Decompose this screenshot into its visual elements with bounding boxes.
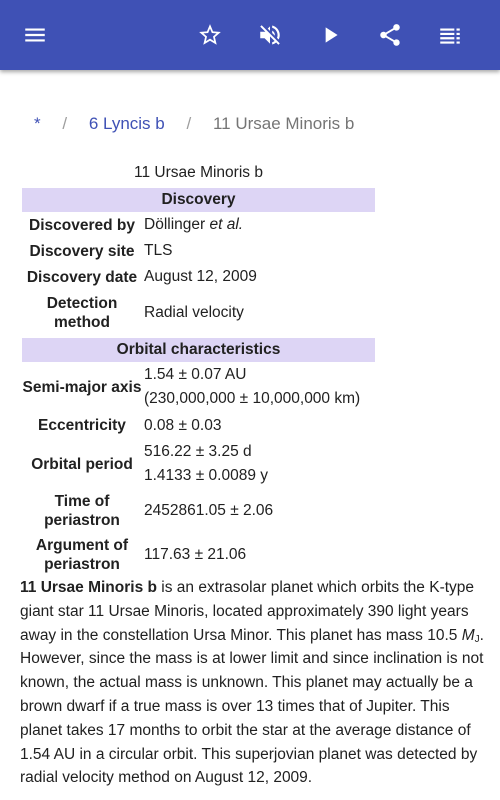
- orbital-period-days: 516.22 ± 3.25 d: [144, 443, 252, 460]
- volume-off-icon[interactable]: [254, 19, 286, 51]
- jupiter-mass-subscript: J: [474, 633, 480, 645]
- discoverer-etal: et al.: [209, 216, 244, 233]
- discovery-site-row: [22, 238, 375, 264]
- periastron-argument-row: [22, 533, 375, 577]
- orbital-period-row: [22, 439, 375, 489]
- periastron-time-value: 2452861.05 ± 2.06: [144, 502, 274, 519]
- play-icon[interactable]: [314, 19, 346, 51]
- discovered-by-value: [142, 213, 243, 237]
- breadcrumb-current: 11 Ursae Minoris b: [212, 114, 355, 133]
- article-body: [20, 576, 486, 790]
- discovery-site-value: TLS: [144, 242, 173, 259]
- playlist-icon[interactable]: [434, 19, 466, 51]
- periastron-argument-label: Argument of periastron: [35, 537, 129, 573]
- eccentricity-row: [22, 412, 375, 439]
- semimajor-axis-value: [142, 363, 360, 411]
- semimajor-axis-km: (230,000,000 ± 10,000,000 km): [144, 390, 361, 407]
- infobox: [22, 160, 375, 577]
- discovery-date-value: August 12, 2009: [144, 268, 257, 285]
- menu-icon[interactable]: [19, 19, 51, 51]
- eccentricity-label: Eccentricity: [38, 417, 126, 434]
- infobox-caption: 11 Ursae Minoris b: [134, 164, 263, 181]
- discovery-header: Discovery: [22, 188, 375, 212]
- breadcrumb-separator: /: [186, 114, 192, 133]
- article-text-intro: is an extrasolar planet which orbits the K-type giant star 11 Ursae Minoris, located approximately 390 light years away in the constellation Ursa Minor. This planet has mass 10.5: [20, 579, 475, 644]
- periastron-argument-value: 117.63 ± 21.06: [144, 546, 247, 563]
- semimajor-axis-label: Semi-major axis: [22, 378, 142, 396]
- share-icon[interactable]: [374, 19, 406, 51]
- detection-method-label: Detection method: [46, 295, 118, 331]
- article-title: 11 Ursae Minoris b: [20, 579, 157, 596]
- orbital-period-years: 1.4133 ± 0.0089 y: [144, 467, 268, 484]
- periastron-time-row: [22, 489, 375, 533]
- discovery-date-row: [22, 264, 375, 290]
- eccentricity-value: 0.08 ± 0.03: [144, 416, 222, 434]
- breadcrumb-parent-link[interactable]: 6 Lyncis b: [88, 114, 165, 133]
- discovery-date-label: Discovery date: [26, 268, 138, 286]
- breadcrumb-home-link[interactable]: *: [34, 114, 41, 133]
- article-text-rest: . However, since the mass is at lower limit and since inclination is not known, the actual mass is unknown. This planet may actually be a brown dwarf if a true mass is over 13 times that of Jupiter. This planet takes 17 months to orbit the star at the average distance of 1.54 AU in a circular orbit. This superjovian planet was detected by radial velocity method on August 12, 2009.: [20, 626, 484, 787]
- orbital-characteristics-header: Orbital characteristics: [22, 338, 375, 362]
- star-outline-icon[interactable]: [194, 19, 226, 51]
- discovery-site-label: Discovery site: [29, 242, 135, 260]
- periastron-time-label: Time of periastron: [44, 493, 120, 529]
- discovered-by-row: [22, 212, 375, 238]
- breadcrumb: [34, 114, 354, 134]
- semimajor-axis-au: 1.54 ± 0.07 AU: [144, 366, 247, 383]
- semimajor-axis-row: [22, 362, 375, 412]
- app-toolbar: [0, 0, 500, 70]
- jupiter-mass-symbol: M: [461, 626, 475, 644]
- breadcrumb-separator: /: [62, 114, 68, 133]
- discovered-by-label: Discovered by: [29, 216, 135, 234]
- discoverer-name: Döllinger: [144, 216, 206, 233]
- orbital-period-value: [142, 440, 268, 488]
- detection-method-row: [22, 290, 375, 336]
- detection-method-value: Radial velocity: [144, 304, 244, 321]
- orbital-period-label: Orbital period: [31, 455, 133, 473]
